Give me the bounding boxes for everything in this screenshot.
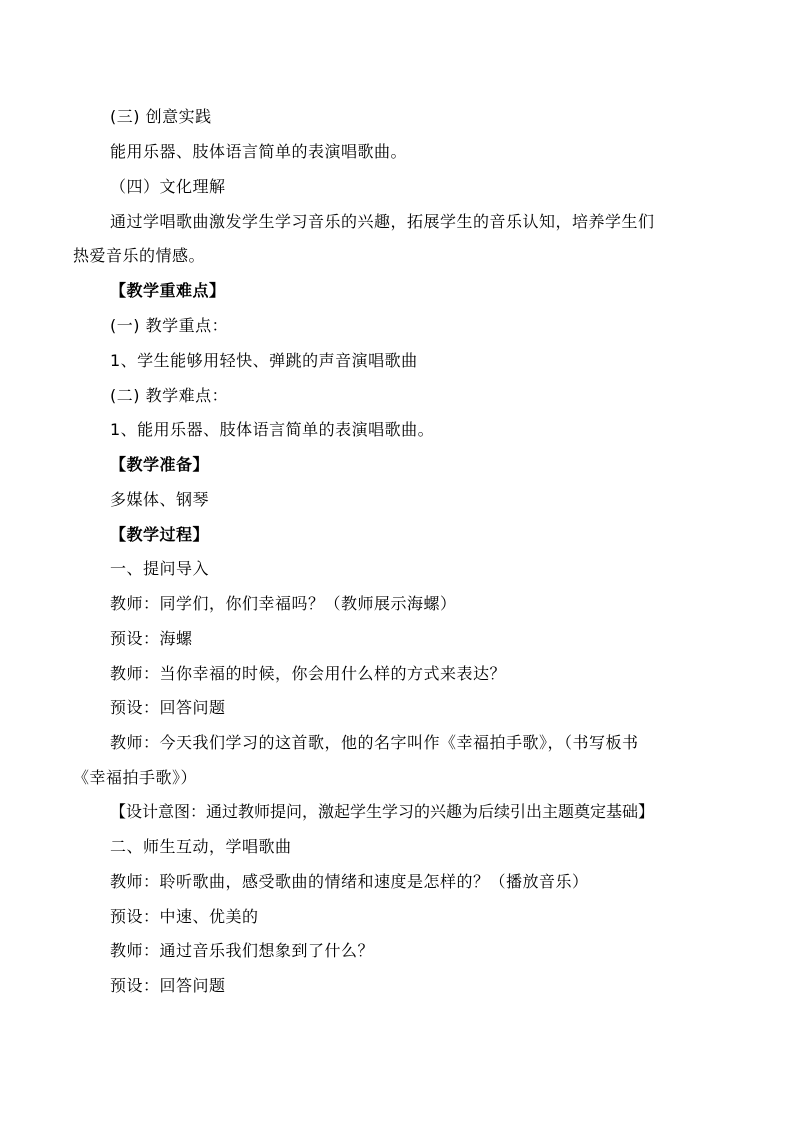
section-heading-preparation: 【教学准备】 bbox=[110, 455, 210, 474]
dialogue-line: 教师：今天我们学习的这首歌，他的名字叫作《幸福拍手歌》，（书写板书 bbox=[110, 733, 639, 752]
dialogue-line: 教师：通过音乐我们想象到了什么？ bbox=[110, 941, 375, 960]
design-intent-note: 【设计意图：通过教师提问，激起学生学习的兴趣为后续引出主题奠定基础】 bbox=[110, 802, 655, 821]
section-heading-key-difficult-points: 【教学重难点】 bbox=[110, 281, 226, 300]
dialogue-line: 教师：同学们，你们幸福吗？（教师展示海螺） bbox=[110, 594, 457, 613]
dialogue-line: 预设：回答问题 bbox=[110, 698, 226, 717]
paragraph-line: 通过学唱歌曲激发学生学习音乐的兴趣，拓展学生的音乐认知，培养学生们 bbox=[110, 212, 655, 231]
section-heading-cultural-understanding: （四）文化理解 bbox=[110, 177, 226, 196]
dialogue-line: 《幸福拍手歌》） bbox=[73, 768, 198, 787]
list-item: 1、学生能够用轻快、弹跳的声音演唱歌曲 bbox=[110, 351, 418, 370]
step-heading-questioning-intro: 一、提问导入 bbox=[110, 559, 210, 578]
paragraph-line: 热爱音乐的情感。 bbox=[73, 246, 206, 265]
dialogue-line: 教师：聆听歌曲，感受歌曲的情绪和速度是怎样的？（播放音乐） bbox=[110, 872, 589, 891]
list-item: 1、能用乐器、肢体语言简单的表演唱歌曲。 bbox=[110, 420, 435, 439]
subheading-difficult-points: (二) 教学难点： bbox=[110, 386, 229, 405]
dialogue-line: 预设：回答问题 bbox=[110, 976, 226, 995]
section-heading-process: 【教学过程】 bbox=[110, 525, 210, 544]
dialogue-line: 教师：当你幸福的时候，你会用什么样的方式来表达？ bbox=[110, 664, 507, 683]
dialogue-line: 预设：中速、优美的 bbox=[110, 907, 259, 926]
subheading-key-points: (一) 教学重点： bbox=[110, 316, 229, 335]
paragraph-line: 能用乐器、肢体语言简单的表演唱歌曲。 bbox=[110, 142, 408, 161]
dialogue-line: 预设：海螺 bbox=[110, 629, 193, 648]
section-heading-creative-practice: (三) 创意实践 bbox=[110, 107, 212, 126]
paragraph-line: 多媒体、钢琴 bbox=[110, 490, 210, 509]
step-heading-interaction: 二、师生互动，学唱歌曲 bbox=[110, 837, 292, 856]
